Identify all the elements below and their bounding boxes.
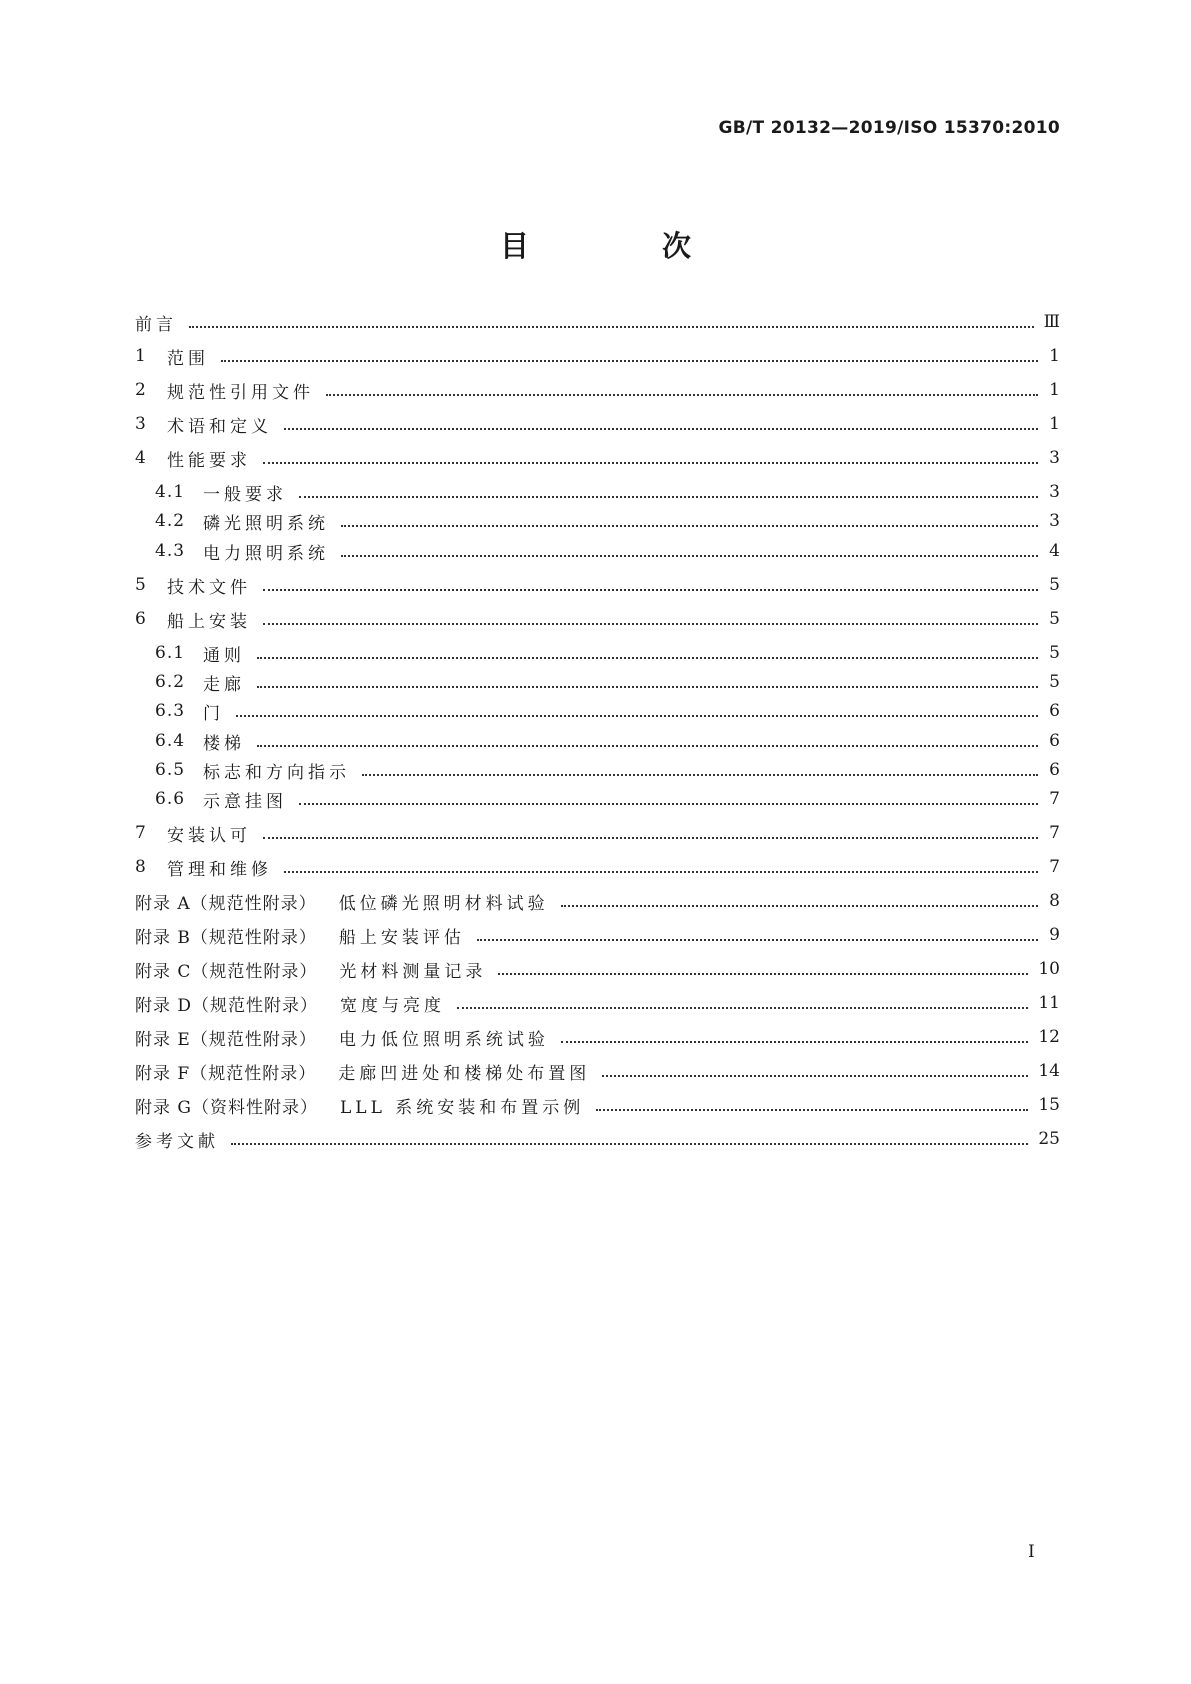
toc-entry-4-1-page: 3: [1049, 482, 1060, 502]
toc-entry-foreword-page: Ⅲ: [1043, 312, 1060, 332]
toc-entry-3-number: 3: [135, 414, 147, 434]
dot-leader: [602, 1075, 1028, 1077]
toc-entry-foreword-label: 前言: [135, 314, 177, 335]
toc-entry-6-2-page: 5: [1049, 672, 1060, 692]
dot-leader: [263, 589, 1038, 591]
toc-entry-8[interactable]: [135, 854, 1060, 880]
toc-entry-6-5-number: 6.5: [155, 760, 186, 780]
dot-leader: [257, 745, 1038, 747]
document-code: GB/T 20132—2019/ISO 15370:2010: [718, 118, 1060, 138]
toc-entry-annex-g-number: 附录 G（资料性附录）: [135, 1097, 318, 1118]
toc-entry-3[interactable]: [135, 411, 1060, 437]
toc-entry-6-2-label: 走廊: [203, 674, 245, 695]
toc-entry-4-1-number: 4.1: [155, 482, 186, 502]
toc-entry-4-1[interactable]: [155, 479, 1060, 505]
toc-entry-3-label: 术语和定义: [167, 416, 272, 437]
toc-entry-6-1[interactable]: [155, 640, 1060, 666]
toc-entry-6-3-number: 6.3: [155, 701, 186, 721]
toc-entry-6-6-page: 7: [1049, 789, 1060, 809]
toc-entry-4-3-label: 电力照明系统: [203, 543, 329, 564]
dot-leader: [236, 715, 1038, 717]
toc-entry-1-number: 1: [135, 346, 147, 366]
toc-entry-annex-e-number: 附录 E（规范性附录）: [135, 1029, 317, 1050]
toc-entry-6-6[interactable]: [155, 786, 1060, 812]
toc-entry-7-page: 7: [1049, 823, 1060, 843]
toc-entry-annex-g-page: 15: [1038, 1095, 1060, 1115]
toc-entry-bibliography-page: 25: [1038, 1129, 1060, 1149]
toc-entry-4-page: 3: [1049, 448, 1060, 468]
toc-entry-annex-a-number: 附录 A（规范性附录）: [135, 893, 317, 914]
dot-leader: [326, 394, 1038, 396]
toc-entry-annex-b-label: 船上安装评估: [338, 927, 465, 948]
toc-entry-6-4[interactable]: [155, 728, 1060, 754]
dot-leader: [189, 326, 1034, 328]
toc-entry-2-page: 1: [1049, 380, 1060, 400]
dot-leader: [284, 871, 1038, 873]
toc-entry-annex-d-label: 宽度与亮度: [340, 995, 446, 1016]
dot-leader: [362, 774, 1038, 776]
toc-entry-annex-d[interactable]: [135, 990, 1060, 1016]
toc-entry-2[interactable]: [135, 377, 1060, 403]
toc-entry-6-1-label: 通则: [203, 645, 245, 666]
toc-entry-6-1-number: 6.1: [155, 643, 186, 663]
dot-leader: [221, 360, 1038, 362]
toc-entry-2-number: 2: [135, 380, 147, 400]
toc-entry-6-5-page: 6: [1049, 760, 1060, 780]
toc-entry-annex-g[interactable]: [135, 1092, 1060, 1118]
toc-entry-8-number: 8: [135, 857, 147, 877]
toc-entry-6-1-page: 5: [1049, 643, 1060, 663]
toc-entry-annex-f[interactable]: [135, 1058, 1060, 1084]
toc-entry-5[interactable]: [135, 572, 1060, 598]
toc-entry-1[interactable]: [135, 343, 1060, 369]
toc-entry-5-label: 技术文件: [167, 577, 251, 598]
toc-entry-4-3[interactable]: [155, 538, 1060, 564]
toc-entry-annex-f-number: 附录 F（规范性附录）: [135, 1063, 317, 1084]
toc-entry-6-5-label: 标志和方向指示: [203, 762, 350, 783]
dot-leader: [299, 803, 1038, 805]
toc-entry-7-number: 7: [135, 823, 147, 843]
toc-entry-7[interactable]: [135, 820, 1060, 846]
toc-entry-6-3-label: 门: [203, 703, 224, 724]
toc-entry-6-3-page: 6: [1049, 701, 1060, 721]
toc-entry-6-4-label: 楼梯: [203, 733, 245, 754]
toc-entry-4-3-page: 4: [1049, 541, 1060, 561]
toc-entry-annex-e[interactable]: [135, 1024, 1060, 1050]
toc-entry-3-page: 1: [1049, 414, 1060, 434]
toc-entry-4-label: 性能要求: [167, 450, 251, 471]
toc-entry-6-5[interactable]: [155, 757, 1060, 783]
toc-entry-foreword[interactable]: [135, 309, 1060, 335]
dot-leader: [299, 496, 1038, 498]
toc-entry-6-2-number: 6.2: [155, 672, 186, 692]
toc-entry-annex-b[interactable]: [135, 922, 1060, 948]
dot-leader: [561, 1041, 1029, 1043]
toc-entry-annex-c[interactable]: [135, 956, 1060, 982]
toc-entry-annex-a-label: 低位磷光照明材料试验: [338, 893, 549, 914]
toc-entry-4-3-number: 4.3: [155, 541, 186, 561]
dot-leader: [231, 1143, 1028, 1145]
toc-entry-annex-d-page: 11: [1038, 993, 1060, 1013]
toc-entry-6-page: 5: [1049, 609, 1060, 629]
toc-entry-annex-c-label: 光材料测量记录: [339, 961, 487, 982]
toc-entry-annex-f-page: 14: [1038, 1061, 1060, 1081]
dot-leader: [561, 905, 1038, 907]
toc-entry-annex-a-page: 8: [1049, 891, 1060, 911]
toc-entry-6-number: 6: [135, 609, 147, 629]
toc-entry-4[interactable]: [135, 445, 1060, 471]
toc-entry-4-2-number: 4.2: [155, 511, 186, 531]
dot-leader: [477, 939, 1038, 941]
page-title: 目 次: [499, 229, 743, 263]
toc-entry-annex-c-number: 附录 C（规范性附录）: [135, 961, 318, 982]
dot-leader: [284, 428, 1038, 430]
toc-entry-annex-b-number: 附录 B（规范性附录）: [135, 927, 317, 948]
toc-entry-4-2-page: 3: [1049, 511, 1060, 531]
toc-entry-8-page: 7: [1049, 857, 1060, 877]
toc-entry-annex-c-page: 10: [1038, 959, 1060, 979]
dot-leader: [263, 837, 1038, 839]
toc-entry-1-page: 1: [1049, 346, 1060, 366]
dot-leader: [457, 1007, 1028, 1009]
toc-entry-5-page: 5: [1049, 575, 1060, 595]
dot-leader: [257, 686, 1038, 688]
toc-entry-annex-g-label: LLL 系统安装和布置示例: [339, 1097, 585, 1118]
toc-entry-4-2-label: 磷光照明系统: [203, 513, 329, 534]
toc-entry-1-label: 范围: [167, 348, 209, 369]
dot-leader: [341, 525, 1038, 527]
toc-entry-6-6-number: 6.6: [155, 789, 186, 809]
dot-leader: [596, 1109, 1028, 1111]
toc-entry-6-4-number: 6.4: [155, 731, 186, 751]
toc-entry-annex-e-page: 12: [1038, 1027, 1060, 1047]
toc-entry-4-2[interactable]: [155, 508, 1060, 534]
toc-entry-8-label: 管理和维修: [167, 859, 272, 880]
dot-leader: [263, 462, 1038, 464]
toc-entry-6-6-label: 示意挂图: [203, 791, 287, 812]
toc-entry-annex-e-label: 电力低位照明系统试验: [338, 1029, 549, 1050]
toc-entry-5-number: 5: [135, 575, 147, 595]
toc-entry-4-1-label: 一般要求: [203, 484, 287, 505]
dot-leader: [263, 623, 1038, 625]
toc-entry-annex-b-page: 9: [1049, 925, 1060, 945]
toc-entry-bibliography[interactable]: [135, 1126, 1060, 1152]
toc-entry-annex-d-number: 附录 D（规范性附录）: [135, 995, 319, 1016]
toc-entry-6-3[interactable]: [155, 698, 1060, 724]
toc-entry-bibliography-label: 参考文献: [135, 1131, 219, 1152]
dot-leader: [498, 973, 1028, 975]
toc-entry-6-label: 船上安装: [167, 611, 251, 632]
toc-entry-6-2[interactable]: [155, 669, 1060, 695]
toc-entry-6-4-page: 6: [1049, 731, 1060, 751]
toc-entry-6[interactable]: [135, 606, 1060, 632]
toc-entry-7-label: 安装认可: [167, 825, 251, 846]
toc-entry-annex-f-label: 走廊凹进处和楼梯处布置图: [338, 1063, 591, 1084]
toc-entry-annex-a[interactable]: [135, 888, 1060, 914]
dot-leader: [257, 657, 1038, 659]
dot-leader: [341, 555, 1038, 557]
toc-entry-2-label: 规范性引用文件: [167, 382, 314, 403]
toc-entry-4-number: 4: [135, 448, 147, 468]
page-number: I: [1028, 1542, 1035, 1562]
